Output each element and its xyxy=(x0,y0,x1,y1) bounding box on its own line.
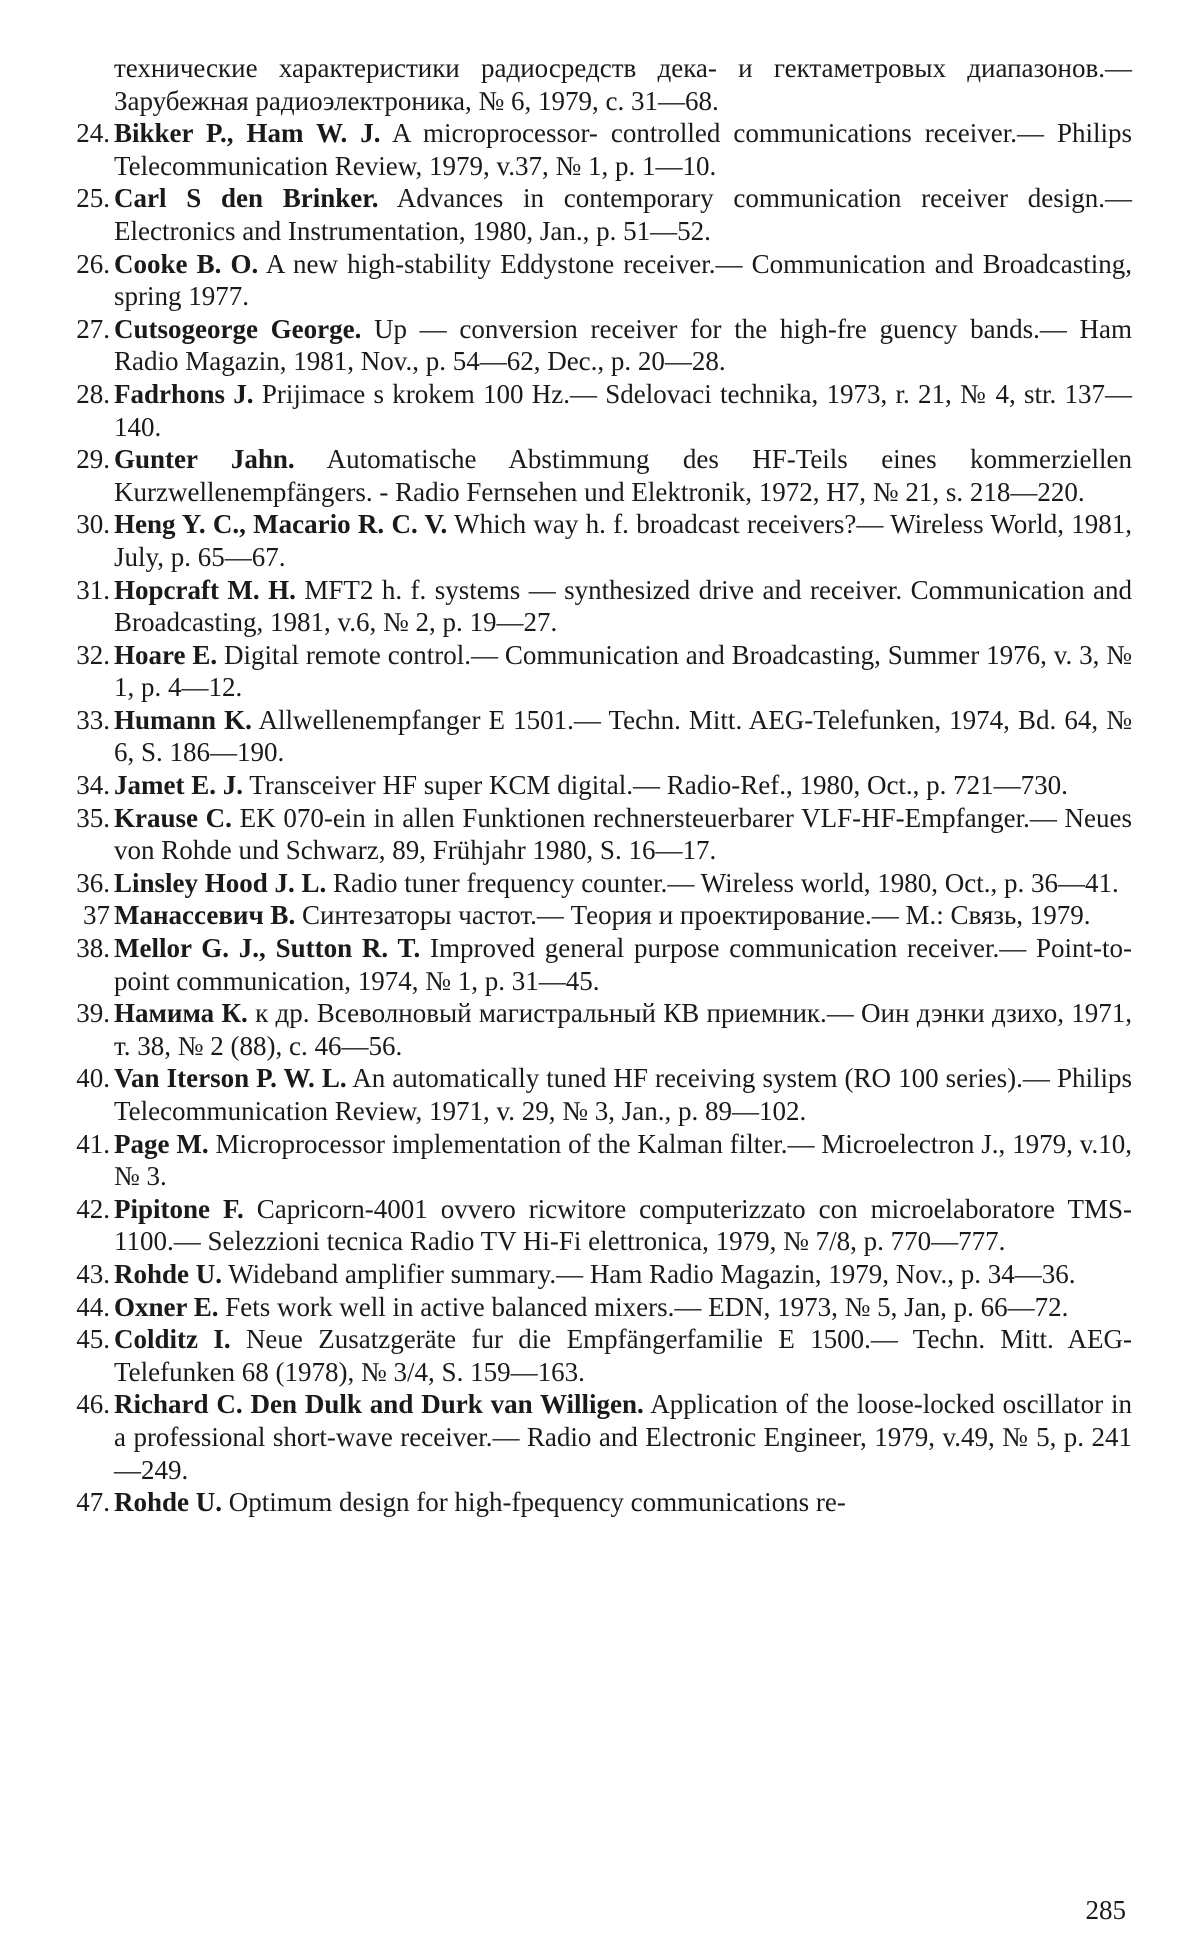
reference-item xyxy=(58,1291,1132,1324)
reference-list xyxy=(58,117,1132,1519)
reference-author: Jamet E. J. xyxy=(114,770,243,800)
reference-text: MFT2 h. f. systems — synthesized drive and receiver. Communication and Broadcasting, 1981, v.6, № 2, p. 19—27. xyxy=(114,575,1132,638)
reference-item xyxy=(58,769,1132,802)
reference-author: Rohde U. xyxy=(114,1259,222,1289)
reference-text: Fets work well in active balanced mixers.— EDN, 1973, № 5, Jan, p. 66—72. xyxy=(225,1292,1068,1322)
reference-number: 30. xyxy=(58,508,110,541)
reference-author: Van Iterson P. W. L. xyxy=(114,1063,347,1093)
reference-item xyxy=(58,932,1132,997)
reference-item xyxy=(58,997,1132,1062)
reference-author: Hopcraft M. H. xyxy=(114,575,296,605)
reference-number: 29. xyxy=(58,443,110,476)
reference-item xyxy=(58,574,1132,639)
reference-item xyxy=(58,248,1132,313)
reference-number: 47. xyxy=(58,1486,110,1519)
reference-author: Carl S den Brinker. xyxy=(114,183,379,213)
reference-author: Rohde U. xyxy=(114,1487,222,1517)
reference-author: Намима К. xyxy=(114,998,248,1028)
reference-author: Cooke B. O. xyxy=(114,249,258,279)
reference-number: 46. xyxy=(58,1388,110,1421)
reference-text: A new high-stability Eddystone receiver.— Communication and Broadcasting, spring 1977. xyxy=(114,249,1132,312)
reference-text: Digital remote control.— Communication and Broadcasting, Summer 1976, v. 3, № 1, p. 4—12. xyxy=(114,640,1132,703)
reference-item xyxy=(58,867,1132,900)
reference-author: Richard C. Den Dulk and Durk van Willigen. xyxy=(114,1389,644,1419)
reference-text: Radio tuner frequency counter.— Wireless world, 1980, Oct., p. 36—41. xyxy=(333,868,1119,898)
reference-author: Humann K. xyxy=(114,705,252,735)
reference-item xyxy=(58,182,1132,247)
reference-number: 35. xyxy=(58,802,110,835)
reference-text: Application of the loose-locked oscillator in a professional short-wave receiver.— Radio and Electronic Engineer, 1979, v.49, № 5, p. 241—249. xyxy=(114,1389,1132,1484)
reference-author: Colditz I. xyxy=(114,1324,231,1354)
reference-item xyxy=(58,704,1132,769)
reference-author: Cutsogeorge George. xyxy=(114,314,361,344)
reference-number: 41. xyxy=(58,1128,110,1161)
continued-reference-text: технические характеристики радиосредств дека- и гектаметровых диапазонов.— Зарубежная радиоэлектроника, № 6, 1979, с. 31—68. xyxy=(58,52,1132,117)
reference-author: Page M. xyxy=(114,1129,209,1159)
reference-item xyxy=(58,1258,1132,1291)
reference-number: 26. xyxy=(58,248,110,281)
reference-item xyxy=(58,1486,1132,1519)
reference-number: 33. xyxy=(58,704,110,737)
reference-number: 27. xyxy=(58,313,110,346)
reference-text: Microprocessor implementation of the Kalman filter.— Microelectron J., 1979, v.10, № 3. xyxy=(114,1129,1132,1192)
reference-number: 25. xyxy=(58,182,110,215)
reference-text: к др. Всеволновый магистральный КВ приемник.— Оин дэнки дзихо, 1971, т. 38, № 2 (88), с. 46—56. xyxy=(114,998,1132,1061)
reference-item xyxy=(58,443,1132,508)
reference-author: Bikker P., Ham W. J. xyxy=(114,118,381,148)
reference-number: 36. xyxy=(58,867,110,900)
reference-number: 43. xyxy=(58,1258,110,1291)
reference-item xyxy=(58,1193,1132,1258)
reference-number: 39. xyxy=(58,997,110,1030)
reference-item xyxy=(58,117,1132,182)
reference-number: 42. xyxy=(58,1193,110,1226)
reference-item xyxy=(58,1323,1132,1388)
reference-number: 34. xyxy=(58,769,110,802)
reference-author: Gunter Jahn. xyxy=(114,444,295,474)
reference-item xyxy=(58,1062,1132,1127)
reference-text: Up — conversion receiver for the high-fre guency bands.— Ham Radio Magazin, 1981, Nov., p. 54—62, Dec., p. 20—28. xyxy=(114,314,1132,377)
reference-text: An automatically tuned HF receiving system (RO 100 series).— Philips Telecommunication Review, 1971, v. 29, № 3, Jan., p. 89—102. xyxy=(114,1063,1132,1126)
reference-number: 28. xyxy=(58,378,110,411)
reference-text: Prijimace s krokem 100 Hz.— Sdelovaci technika, 1973, r. 21, № 4, str. 137—140. xyxy=(114,379,1132,442)
reference-text: Neue Zusatzgeräte fur die Empfängerfamilie E 1500.— Techn. Mitt. AEG-Telefunken 68 (1978), № 3/4, S. 159—163. xyxy=(114,1324,1132,1387)
reference-item xyxy=(58,313,1132,378)
reference-number: 31. xyxy=(58,574,110,607)
reference-text: Transceiver HF super KCM digital.— Radio-Ref., 1980, Oct., p. 721—730. xyxy=(249,770,1068,800)
reference-text: A microprocessor- controlled communications receiver.— Philips Telecommunication Review, 1979, v.37, № 1, p. 1—10. xyxy=(114,118,1132,181)
reference-number: 45. xyxy=(58,1323,110,1356)
reference-item xyxy=(58,1388,1132,1486)
reference-text: Wideband amplifier summary.— Ham Radio Magazin, 1979, Nov., p. 34—36. xyxy=(228,1259,1075,1289)
reference-author: Pipitone F. xyxy=(114,1194,244,1224)
reference-author: Linsley Hood J. L. xyxy=(114,868,326,898)
reference-author: Heng Y. C., Macario R. C. V. xyxy=(114,509,447,539)
document-page xyxy=(0,0,1200,1959)
reference-number: 40. xyxy=(58,1062,110,1095)
reference-text: Automatische Abstimmung des HF-Teils eines kommerziellen Kurzwellenempfängers. - Radio Fernsehen und Elektronik, 1972, H7, № 21, s. 218—220. xyxy=(114,444,1132,507)
reference-number: 37 xyxy=(58,899,110,932)
reference-item xyxy=(58,899,1132,932)
reference-item xyxy=(58,639,1132,704)
reference-author: Oxner E. xyxy=(114,1292,219,1322)
reference-author: Fadrhons J. xyxy=(114,379,254,409)
reference-author: Hoare E. xyxy=(114,640,217,670)
reference-author: Mellor G. J., Sutton R. T. xyxy=(114,933,420,963)
reference-text: Optimum design for high-fpequency communications re- xyxy=(229,1487,846,1517)
reference-text: Which way h. f. broadcast receivers?— Wireless World, 1981, July, p. 65—67. xyxy=(114,509,1132,572)
reference-item xyxy=(58,378,1132,443)
reference-author: Манассевич В. xyxy=(114,900,295,930)
reference-text: Improved general purpose communication receiver.— Point-to-point communication, 1974, № 1, p. 31—45. xyxy=(114,933,1132,996)
page-number: 285 xyxy=(1086,1894,1127,1927)
reference-number: 24. xyxy=(58,117,110,150)
reference-text: Capricorn-4001 ovvero ricwitore computerizzato con microelaboratore TMS-1100.— Selezzioni tecnica Radio TV Hi-Fi elettronica, 1979, № 7/8, p. 770—777. xyxy=(114,1194,1132,1257)
reference-item xyxy=(58,1128,1132,1193)
reference-item xyxy=(58,802,1132,867)
reference-item xyxy=(58,508,1132,573)
reference-number: 32. xyxy=(58,639,110,672)
reference-text: Allwellenempfanger E 1501.— Techn. Mitt. AEG-Telefunken, 1974, Bd. 64, № 6, S. 186—190. xyxy=(114,705,1132,768)
reference-text: EK 070-ein in allen Funktionen rechnersteuerbarer VLF-HF-Empfanger.— Neues von Rohde und Schwarz, 89, Frühjahr 1980, S. 16—17. xyxy=(114,803,1132,866)
reference-number: 38. xyxy=(58,932,110,965)
reference-number: 44. xyxy=(58,1291,110,1324)
reference-text: Синтезаторы частот.— Теория и проектирование.— М.: Связь, 1979. xyxy=(302,900,1091,930)
reference-author: Krause C. xyxy=(114,803,232,833)
reference-text: Advances in contemporary communication receiver design.— Electronics and Instrumentation, 1980, Jan., p. 51—52. xyxy=(114,183,1132,246)
